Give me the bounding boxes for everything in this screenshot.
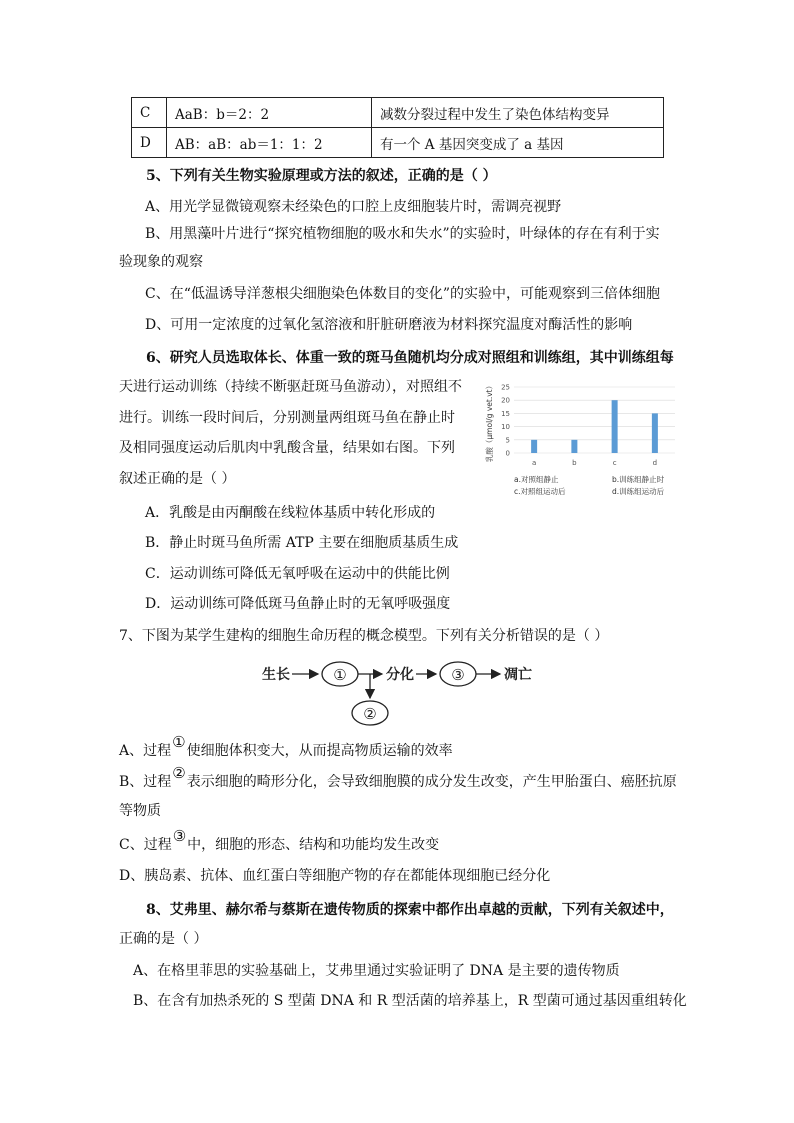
node-2-label: ② bbox=[363, 705, 377, 723]
diagram-end-label: 凋亡 bbox=[504, 667, 532, 683]
chart-grid bbox=[514, 387, 675, 453]
q6-option-b: B．静止时斑马鱼所需 ATP 主要在细胞质基质生成 bbox=[145, 535, 459, 551]
q7-option-d: D、胰岛素、抗体、血红蛋白等细胞产物的存在都能体现细胞已经分化 bbox=[119, 868, 551, 884]
chart-y-label: 乳酸（μmol/g vet.vt） bbox=[485, 381, 494, 463]
q5-option-b-cont: 验现象的观察 bbox=[119, 254, 203, 270]
diagram-start-label: 生长 bbox=[262, 667, 290, 683]
process-2-mark: ② bbox=[172, 764, 186, 782]
y-tick-label: 20 bbox=[501, 396, 510, 405]
y-tick-label: 10 bbox=[501, 423, 510, 432]
option-text: 使细胞体积变大，从而提高物质运输的效率 bbox=[186, 743, 453, 759]
q7-stem: 7、下图为某学生建构的细胞生命历程的概念模型。下列有关分析错误的是（ ） bbox=[119, 628, 609, 644]
bar bbox=[652, 413, 658, 453]
x-tick-label: b bbox=[572, 459, 577, 467]
node-3-label: ③ bbox=[451, 666, 465, 684]
option-text: 中，细胞的形态、结构和功能均发生改变 bbox=[187, 837, 440, 853]
q6-stem-line2: 天进行运动训练（持续不断驱赶斑马鱼游动），对照组不 bbox=[119, 379, 462, 395]
q6-stem-line4: 及相同强度运动后肌肉中乳酸含量，结果如右图。下列 bbox=[119, 440, 455, 456]
q5-option-c: C、在“低温诱导洋葱根尖细胞染色体数目的变化”的实验中，可能观察到三倍体细胞 bbox=[145, 286, 661, 302]
q7-option-c bbox=[119, 827, 440, 855]
q7-option-a bbox=[119, 733, 453, 761]
process-1-mark: ① bbox=[172, 733, 186, 751]
legend-entry: c.对照组运动后 bbox=[514, 487, 566, 496]
genotype-table bbox=[131, 97, 664, 158]
x-tick-label: d bbox=[652, 459, 658, 467]
q5-option-a: A、用光学显微镜观察未经染色的口腔上皮细胞装片时，需调亮视野 bbox=[145, 199, 562, 215]
row-label: C bbox=[132, 98, 167, 128]
q8-stem-line1: 8、艾弗里、赫尔希与蔡斯在遗传物质的探索中都作出卓越的贡献，下列有关叙述中， bbox=[146, 902, 674, 918]
q6-stem-line1 bbox=[146, 348, 674, 368]
diagram-mid-label: 分化 bbox=[386, 667, 414, 683]
legend-entry: d.训练组运动后 bbox=[612, 487, 665, 496]
x-tick-label: a bbox=[531, 459, 537, 467]
option-prefix: B、过程 bbox=[119, 774, 172, 790]
q8-stem-line2: 正确的是（ ） bbox=[119, 931, 208, 947]
q5-stem: 5、下列有关生物实验原理或方法的叙述，正确的是（ ） bbox=[146, 168, 497, 184]
x-tick-label: c bbox=[612, 459, 617, 467]
option-prefix: C、过程 bbox=[119, 837, 172, 853]
y-tick-label: 15 bbox=[501, 409, 510, 418]
row-reason: 减数分裂过程中发生了染色体结构变异 bbox=[372, 98, 664, 128]
y-tick-label: 25 bbox=[501, 383, 510, 392]
row-reason: 有一个 A 基因突变成了 a 基因 bbox=[372, 128, 664, 158]
y-tick-label: 0 bbox=[505, 449, 510, 458]
row-ratio: AB：aB：ab＝1：1：2 bbox=[167, 128, 372, 158]
option-prefix: A、过程 bbox=[119, 743, 172, 759]
chart-y-ticks bbox=[501, 384, 510, 458]
legend-entry: b.训练组静止时 bbox=[612, 475, 665, 484]
bar bbox=[571, 440, 577, 453]
q6-option-a: A．乳酸是由丙酮酸在线粒体基质中转化形成的 bbox=[145, 505, 436, 521]
table-row bbox=[132, 128, 664, 158]
option-text: 表示细胞的畸形分化，会导致细胞膜的成分发生改变，产生甲胎蛋白、癌胚抗原 bbox=[186, 774, 677, 790]
legend-entry: a.对照组静止 bbox=[514, 475, 559, 484]
q7-option-b-cont: 等物质 bbox=[119, 803, 161, 819]
q8-option-a: A、在格里菲思的实验基础上，艾弗里通过实验证明了 DNA 是主要的遗传物质 bbox=[133, 963, 620, 979]
lactate-bar-chart bbox=[480, 378, 680, 503]
q6-option-c: C．运动训练可降低无氧呼吸在运动中的供能比例 bbox=[145, 566, 450, 582]
row-ratio: AaB：b＝2：2 bbox=[167, 98, 372, 128]
row-label: D bbox=[132, 128, 167, 158]
q6-stem: 6、研究人员选取体长、体重一致的斑马鱼随机均分成对照组和训练组，其中训练组每 bbox=[146, 350, 674, 366]
y-tick-label: 5 bbox=[505, 436, 510, 445]
chart-legend bbox=[514, 474, 665, 496]
q5-option-b: B、用黑藻叶片进行“探究植物细胞的吸水和失水”的实验时，叶绿体的存在有利于实 bbox=[145, 226, 660, 242]
process-3-mark: ③ bbox=[172, 827, 187, 845]
cell-life-diagram bbox=[258, 658, 538, 728]
q5-option-d: D、可用一定浓度的过氧化氢溶液和肝脏研磨液为材料探究温度对酶活性的影响 bbox=[145, 317, 633, 333]
bar bbox=[612, 400, 618, 453]
node-1-label: ① bbox=[333, 666, 347, 684]
q8-option-b: B、在含有加热杀死的 S 型菌 DNA 和 R 型活菌的培养基上，R 型菌可通过基因重组转化 bbox=[133, 993, 687, 1009]
bar bbox=[531, 440, 537, 453]
q6-stem-line5: 叙述正确的是（ ） bbox=[119, 471, 236, 487]
q6-option-d: D．运动训练可降低斑马鱼静止时的无氧呼吸强度 bbox=[145, 596, 451, 612]
q7-option-b bbox=[119, 764, 677, 792]
q6-stem-line3: 进行。训练一段时间后，分别测量两组斑马鱼在静止时 bbox=[119, 410, 455, 426]
chart-x-ticks bbox=[532, 459, 657, 467]
table-row bbox=[132, 98, 664, 128]
